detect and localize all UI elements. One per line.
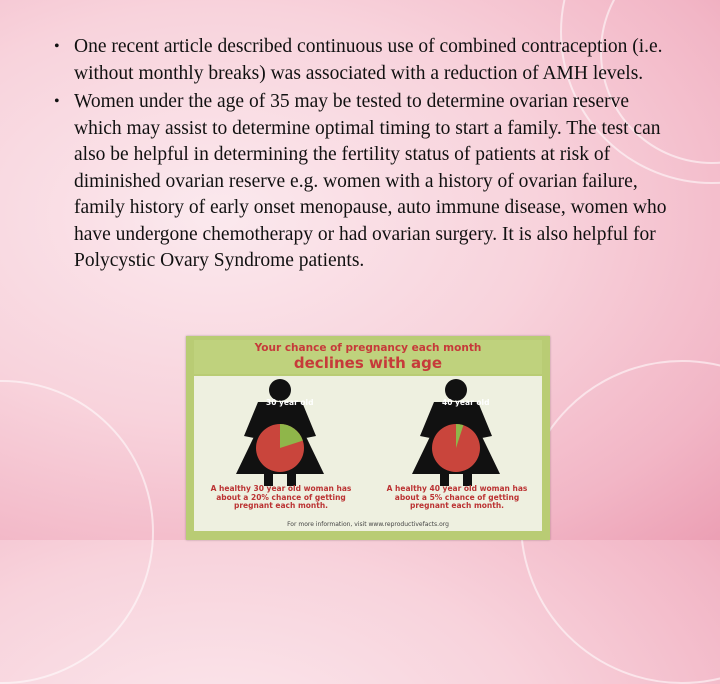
infographic-title-line1: Your chance of pregnancy each month bbox=[254, 342, 482, 354]
bullet-text: One recent article described continuous use of combined contraception (i.e. without monthly breaks) was associated with a reduction of AMH levels. bbox=[74, 36, 663, 84]
infographic-title-line2: declines with age bbox=[293, 354, 443, 372]
infographic-header bbox=[194, 340, 542, 374]
bullet-list bbox=[32, 34, 672, 275]
background-swirl bbox=[520, 360, 720, 684]
caption-right: A healthy 40 year old woman has about a 5% chance of getting pregnant each month. bbox=[386, 484, 528, 510]
women-figures bbox=[194, 376, 542, 486]
bullet-item bbox=[32, 34, 672, 87]
age-label-right: 40 year old bbox=[442, 398, 490, 407]
background-swirl bbox=[0, 380, 154, 684]
pie-chart-left bbox=[256, 424, 304, 472]
bullet-marker: • bbox=[54, 38, 60, 55]
caption-left: A healthy 30 year old woman has about a 20% chance of getting pregnant each month. bbox=[210, 484, 352, 510]
infographic-body bbox=[194, 376, 542, 531]
bullet-marker: • bbox=[54, 93, 60, 110]
age-label-left: 30 year old bbox=[266, 398, 314, 407]
pie-chart-right bbox=[432, 424, 480, 472]
infographic-footer: For more information, visit www.reproductivefacts.org bbox=[287, 521, 449, 528]
fertility-infographic bbox=[186, 336, 550, 540]
bullet-item bbox=[32, 89, 672, 275]
bullet-text: Women under the age of 35 may be tested to determine ovarian reserve which may assist to determine optimal timing to start a family. The test can also be helpful in determining the fertility status of patients at risk of diminished ovarian reserve e.g. women with a history of ovarian failure, family history of early onset menopause, auto immune disease, women who have undergone chemotherapy or had ovarian surgery. It is also helpful for Polycystic Ovary Syndrome patients. bbox=[74, 91, 667, 271]
